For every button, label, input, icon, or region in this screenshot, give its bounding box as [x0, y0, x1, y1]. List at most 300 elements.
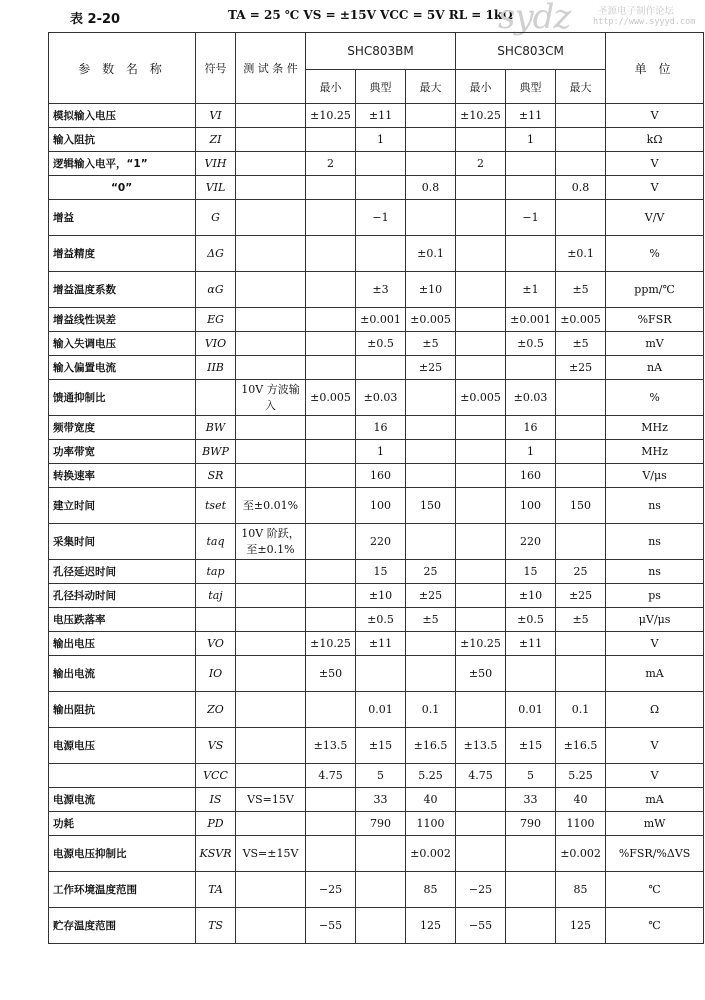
param-symbol: BW — [196, 416, 236, 440]
test-condition — [236, 236, 306, 272]
value-cm-max: ±0.005 — [556, 308, 606, 332]
param-name: 采集时间 — [49, 524, 196, 560]
table-row — [49, 560, 704, 584]
param-name: 逻辑输入电平，“1” — [49, 152, 196, 176]
param-unit: V/μs — [606, 464, 704, 488]
param-name: 电源电压 — [49, 728, 196, 764]
value-bm-typ — [356, 176, 406, 200]
value-bm-max — [406, 128, 456, 152]
table-row — [49, 788, 704, 812]
value-cm-typ: ±15 — [506, 728, 556, 764]
value-cm-typ: 790 — [506, 812, 556, 836]
value-bm-min: 4.75 — [306, 764, 356, 788]
param-name: 增益温度系数 — [49, 272, 196, 308]
value-bm-typ: ±15 — [356, 728, 406, 764]
test-condition — [236, 416, 306, 440]
table-row — [49, 200, 704, 236]
table-row — [49, 236, 704, 272]
value-cm-typ: 16 — [506, 416, 556, 440]
value-bm-max: 0.1 — [406, 692, 456, 728]
spec-table — [48, 32, 704, 944]
value-bm-min — [306, 692, 356, 728]
value-cm-min: −55 — [456, 908, 506, 944]
param-name: 增益 — [49, 200, 196, 236]
value-bm-min — [306, 308, 356, 332]
value-bm-max: ±5 — [406, 332, 456, 356]
value-cm-min — [456, 812, 506, 836]
param-unit: mV — [606, 332, 704, 356]
param-name: 电压跌落率 — [49, 608, 196, 632]
value-cm-max — [556, 104, 606, 128]
value-cm-min — [456, 692, 506, 728]
value-bm-min — [306, 332, 356, 356]
param-name: 电源电流 — [49, 788, 196, 812]
value-cm-typ: 1 — [506, 128, 556, 152]
value-cm-min: ±50 — [456, 656, 506, 692]
value-cm-min: ±10.25 — [456, 104, 506, 128]
value-bm-min — [306, 356, 356, 380]
value-cm-min — [456, 272, 506, 308]
value-cm-max — [556, 152, 606, 176]
value-cm-typ: 33 — [506, 788, 556, 812]
value-bm-min — [306, 584, 356, 608]
table-row — [49, 128, 704, 152]
value-bm-typ: 160 — [356, 464, 406, 488]
param-name: 输出电压 — [49, 632, 196, 656]
param-unit: μV/μs — [606, 608, 704, 632]
table-row — [49, 416, 704, 440]
value-bm-typ: 1 — [356, 128, 406, 152]
value-cm-typ: ±0.5 — [506, 608, 556, 632]
param-symbol: VIH — [196, 152, 236, 176]
value-cm-typ: ±11 — [506, 104, 556, 128]
value-cm-max — [556, 416, 606, 440]
param-symbol: ZO — [196, 692, 236, 728]
param-symbol — [196, 380, 236, 416]
header-min: 最小 — [306, 70, 356, 104]
value-bm-min — [306, 488, 356, 524]
param-name: 模拟输入电压 — [49, 104, 196, 128]
param-symbol: VO — [196, 632, 236, 656]
value-cm-max: ±25 — [556, 584, 606, 608]
value-bm-max: ±10 — [406, 272, 456, 308]
param-unit: MHz — [606, 416, 704, 440]
value-bm-max: ±5 — [406, 608, 456, 632]
value-cm-min — [456, 308, 506, 332]
value-bm-max: ±0.002 — [406, 836, 456, 872]
value-bm-typ: 100 — [356, 488, 406, 524]
test-condition — [236, 872, 306, 908]
param-symbol: IO — [196, 656, 236, 692]
value-bm-typ: ±3 — [356, 272, 406, 308]
value-cm-max — [556, 440, 606, 464]
test-condition — [236, 908, 306, 944]
param-symbol: ZI — [196, 128, 236, 152]
param-name: 转换速率 — [49, 464, 196, 488]
value-bm-typ: 220 — [356, 524, 406, 560]
value-bm-min: ±10.25 — [306, 632, 356, 656]
value-bm-min — [306, 836, 356, 872]
value-bm-max: 85 — [406, 872, 456, 908]
test-condition: 至±0.01% — [236, 488, 306, 524]
value-bm-min — [306, 524, 356, 560]
header-typ: 典型 — [356, 70, 406, 104]
value-bm-max: ±25 — [406, 584, 456, 608]
value-cm-typ — [506, 152, 556, 176]
value-cm-min — [456, 416, 506, 440]
header-group-bm: SHC803BM — [306, 33, 456, 70]
value-bm-typ: 5 — [356, 764, 406, 788]
value-bm-max — [406, 440, 456, 464]
test-condition — [236, 200, 306, 236]
value-cm-min: ±13.5 — [456, 728, 506, 764]
value-cm-min — [456, 560, 506, 584]
value-cm-max — [556, 632, 606, 656]
header-max: 最大 — [406, 70, 456, 104]
value-bm-typ: 0.01 — [356, 692, 406, 728]
test-condition — [236, 176, 306, 200]
value-bm-typ: −1 — [356, 200, 406, 236]
value-bm-typ: ±10 — [356, 584, 406, 608]
param-symbol: VI — [196, 104, 236, 128]
table-row — [49, 464, 704, 488]
param-unit: ns — [606, 488, 704, 524]
value-cm-typ: −1 — [506, 200, 556, 236]
table-row — [49, 356, 704, 380]
value-cm-max — [556, 464, 606, 488]
param-symbol: VCC — [196, 764, 236, 788]
header-condition: 测 试 条 件 — [236, 33, 306, 104]
value-cm-min — [456, 356, 506, 380]
value-bm-max: ±16.5 — [406, 728, 456, 764]
test-condition — [236, 560, 306, 584]
test-condition — [236, 128, 306, 152]
value-bm-max: 25 — [406, 560, 456, 584]
header-min: 最小 — [456, 70, 506, 104]
param-name: 孔径延迟时间 — [49, 560, 196, 584]
table-row — [49, 176, 704, 200]
value-cm-min — [456, 788, 506, 812]
value-bm-min: ±13.5 — [306, 728, 356, 764]
param-unit: V — [606, 152, 704, 176]
test-condition — [236, 632, 306, 656]
test-conditions: TA = 25 ℃ VS = ±15V VCC = 5V RL = 1kΩ — [228, 8, 513, 22]
value-cm-typ: 100 — [506, 488, 556, 524]
table-row — [49, 332, 704, 356]
header-symbol: 符号 — [196, 33, 236, 104]
param-name: 输出电流 — [49, 656, 196, 692]
param-name: 贮存温度范围 — [49, 908, 196, 944]
value-cm-min — [456, 440, 506, 464]
test-condition — [236, 656, 306, 692]
test-condition — [236, 608, 306, 632]
param-symbol: SR — [196, 464, 236, 488]
value-bm-max — [406, 152, 456, 176]
param-unit: ℃ — [606, 872, 704, 908]
value-cm-typ — [506, 236, 556, 272]
param-symbol: VIL — [196, 176, 236, 200]
value-cm-typ: ±0.03 — [506, 380, 556, 416]
value-bm-typ — [356, 656, 406, 692]
value-bm-max: 0.8 — [406, 176, 456, 200]
table-row — [49, 524, 704, 560]
param-unit: %FSR — [606, 308, 704, 332]
value-cm-min — [456, 128, 506, 152]
value-cm-typ — [506, 872, 556, 908]
value-cm-max: ±5 — [556, 332, 606, 356]
value-cm-max: ±5 — [556, 608, 606, 632]
value-cm-typ: 0.01 — [506, 692, 556, 728]
value-bm-typ — [356, 908, 406, 944]
param-name: “0” — [49, 176, 196, 200]
param-unit: mA — [606, 656, 704, 692]
value-bm-min — [306, 416, 356, 440]
param-symbol: KSVR — [196, 836, 236, 872]
param-unit: Ω — [606, 692, 704, 728]
param-symbol: ΔG — [196, 236, 236, 272]
value-cm-typ: ±11 — [506, 632, 556, 656]
table-row — [49, 152, 704, 176]
table-row — [49, 656, 704, 692]
table-row — [49, 584, 704, 608]
param-unit: mW — [606, 812, 704, 836]
param-unit: ppm/℃ — [606, 272, 704, 308]
value-cm-typ: 1 — [506, 440, 556, 464]
value-bm-max — [406, 524, 456, 560]
value-bm-typ — [356, 236, 406, 272]
value-bm-min — [306, 200, 356, 236]
param-name: 电源电压抑制比 — [49, 836, 196, 872]
value-bm-min: ±50 — [306, 656, 356, 692]
test-condition: 10V 方波输入 — [236, 380, 306, 416]
value-bm-min — [306, 812, 356, 836]
test-condition — [236, 764, 306, 788]
value-cm-max: ±0.002 — [556, 836, 606, 872]
test-condition — [236, 728, 306, 764]
value-cm-min — [456, 836, 506, 872]
param-unit: nA — [606, 356, 704, 380]
value-bm-max — [406, 380, 456, 416]
header-unit: 单 位 — [606, 33, 704, 104]
param-name: 输入失调电压 — [49, 332, 196, 356]
value-cm-typ: 160 — [506, 464, 556, 488]
table-row — [49, 908, 704, 944]
param-unit: ns — [606, 560, 704, 584]
value-cm-max: 25 — [556, 560, 606, 584]
value-cm-max — [556, 524, 606, 560]
value-cm-min: −25 — [456, 872, 506, 908]
value-cm-min — [456, 176, 506, 200]
param-name — [49, 764, 196, 788]
value-bm-min — [306, 440, 356, 464]
table-row — [49, 272, 704, 308]
value-cm-typ — [506, 908, 556, 944]
param-symbol — [196, 608, 236, 632]
value-cm-typ: 15 — [506, 560, 556, 584]
table-number: 表 2-20 — [70, 12, 121, 27]
value-bm-max: 5.25 — [406, 764, 456, 788]
param-unit: %FSR/%ΔVS — [606, 836, 704, 872]
param-name: 孔径抖动时间 — [49, 584, 196, 608]
table-row — [49, 872, 704, 908]
param-name: 工作环境温度范围 — [49, 872, 196, 908]
value-bm-max — [406, 200, 456, 236]
watermark-logo: sydz — [498, 0, 571, 37]
param-unit: V — [606, 176, 704, 200]
value-cm-max: 40 — [556, 788, 606, 812]
param-unit: V — [606, 632, 704, 656]
value-bm-min — [306, 608, 356, 632]
header-param: 参 数 名 称 — [49, 33, 196, 104]
value-cm-typ: 220 — [506, 524, 556, 560]
test-condition: VS=±15V — [236, 836, 306, 872]
value-cm-typ: 5 — [506, 764, 556, 788]
param-unit: ℃ — [606, 908, 704, 944]
param-symbol: IIB — [196, 356, 236, 380]
value-bm-typ: 33 — [356, 788, 406, 812]
header-max: 最大 — [556, 70, 606, 104]
test-condition — [236, 584, 306, 608]
value-cm-max: 5.25 — [556, 764, 606, 788]
value-cm-typ — [506, 356, 556, 380]
value-bm-min — [306, 464, 356, 488]
value-bm-max — [406, 104, 456, 128]
param-unit: MHz — [606, 440, 704, 464]
watermark-site-name: 圣源电子制作论坛 — [598, 6, 675, 17]
value-cm-min: ±10.25 — [456, 632, 506, 656]
value-bm-min: ±10.25 — [306, 104, 356, 128]
test-condition — [236, 812, 306, 836]
table-row — [49, 608, 704, 632]
value-cm-min — [456, 524, 506, 560]
value-bm-max: 40 — [406, 788, 456, 812]
param-symbol: PD — [196, 812, 236, 836]
value-cm-min — [456, 464, 506, 488]
value-bm-typ: 1 — [356, 440, 406, 464]
value-bm-typ: ±0.5 — [356, 608, 406, 632]
value-cm-typ: ±1 — [506, 272, 556, 308]
value-cm-max: 125 — [556, 908, 606, 944]
value-cm-max: 0.8 — [556, 176, 606, 200]
value-cm-max: 0.1 — [556, 692, 606, 728]
value-bm-typ: 15 — [356, 560, 406, 584]
param-symbol: IS — [196, 788, 236, 812]
value-cm-max: ±25 — [556, 356, 606, 380]
param-symbol: EG — [196, 308, 236, 332]
value-bm-min — [306, 236, 356, 272]
table-row — [49, 104, 704, 128]
table-body — [49, 104, 704, 944]
table-row — [49, 308, 704, 332]
table-row — [49, 836, 704, 872]
value-bm-max — [406, 656, 456, 692]
value-cm-max: 150 — [556, 488, 606, 524]
param-name: 建立时间 — [49, 488, 196, 524]
test-condition: 10V 阶跃，至±0.1% — [236, 524, 306, 560]
param-symbol: BWP — [196, 440, 236, 464]
value-bm-min — [306, 788, 356, 812]
param-symbol: TS — [196, 908, 236, 944]
param-unit: ps — [606, 584, 704, 608]
param-symbol: taq — [196, 524, 236, 560]
value-cm-typ: ±0.001 — [506, 308, 556, 332]
value-cm-typ: ±0.5 — [506, 332, 556, 356]
table-row — [49, 488, 704, 524]
value-bm-typ: ±11 — [356, 104, 406, 128]
param-name: 功耗 — [49, 812, 196, 836]
value-cm-max — [556, 380, 606, 416]
table-row — [49, 692, 704, 728]
param-name: 增益精度 — [49, 236, 196, 272]
param-symbol: G — [196, 200, 236, 236]
table-row — [49, 440, 704, 464]
param-symbol: VIO — [196, 332, 236, 356]
value-bm-max: ±25 — [406, 356, 456, 380]
param-symbol: taj — [196, 584, 236, 608]
param-unit: mA — [606, 788, 704, 812]
param-unit: kΩ — [606, 128, 704, 152]
value-cm-min — [456, 584, 506, 608]
value-cm-min: 4.75 — [456, 764, 506, 788]
value-bm-max — [406, 464, 456, 488]
value-bm-min — [306, 128, 356, 152]
value-bm-max: ±0.1 — [406, 236, 456, 272]
table-row — [49, 632, 704, 656]
test-condition — [236, 272, 306, 308]
param-unit: V — [606, 764, 704, 788]
value-cm-max: ±16.5 — [556, 728, 606, 764]
param-name: 频带宽度 — [49, 416, 196, 440]
param-symbol: tset — [196, 488, 236, 524]
param-name: 功率带宽 — [49, 440, 196, 464]
value-bm-typ — [356, 152, 406, 176]
value-bm-typ — [356, 356, 406, 380]
value-cm-min: ±0.005 — [456, 380, 506, 416]
value-bm-max: 1100 — [406, 812, 456, 836]
value-bm-min: 2 — [306, 152, 356, 176]
param-symbol: TA — [196, 872, 236, 908]
test-condition — [236, 692, 306, 728]
param-unit: % — [606, 380, 704, 416]
value-bm-max — [406, 632, 456, 656]
value-cm-min — [456, 200, 506, 236]
value-bm-typ — [356, 872, 406, 908]
value-bm-typ: ±0.001 — [356, 308, 406, 332]
value-cm-max: 85 — [556, 872, 606, 908]
value-cm-min — [456, 236, 506, 272]
value-cm-typ — [506, 176, 556, 200]
param-unit: V — [606, 104, 704, 128]
test-condition — [236, 332, 306, 356]
value-cm-typ — [506, 656, 556, 692]
value-bm-typ: ±11 — [356, 632, 406, 656]
value-bm-typ: 16 — [356, 416, 406, 440]
watermark-url: http://www.syyyd.com — [593, 17, 696, 27]
table-row — [49, 812, 704, 836]
value-cm-min — [456, 488, 506, 524]
value-bm-min — [306, 560, 356, 584]
test-condition — [236, 308, 306, 332]
param-name: 输出阻抗 — [49, 692, 196, 728]
param-symbol: αG — [196, 272, 236, 308]
value-bm-max — [406, 416, 456, 440]
test-condition — [236, 152, 306, 176]
test-condition: VS=15V — [236, 788, 306, 812]
value-bm-typ — [356, 836, 406, 872]
header-group-cm: SHC803CM — [456, 33, 606, 70]
value-cm-max: ±0.1 — [556, 236, 606, 272]
param-unit: ns — [606, 524, 704, 560]
